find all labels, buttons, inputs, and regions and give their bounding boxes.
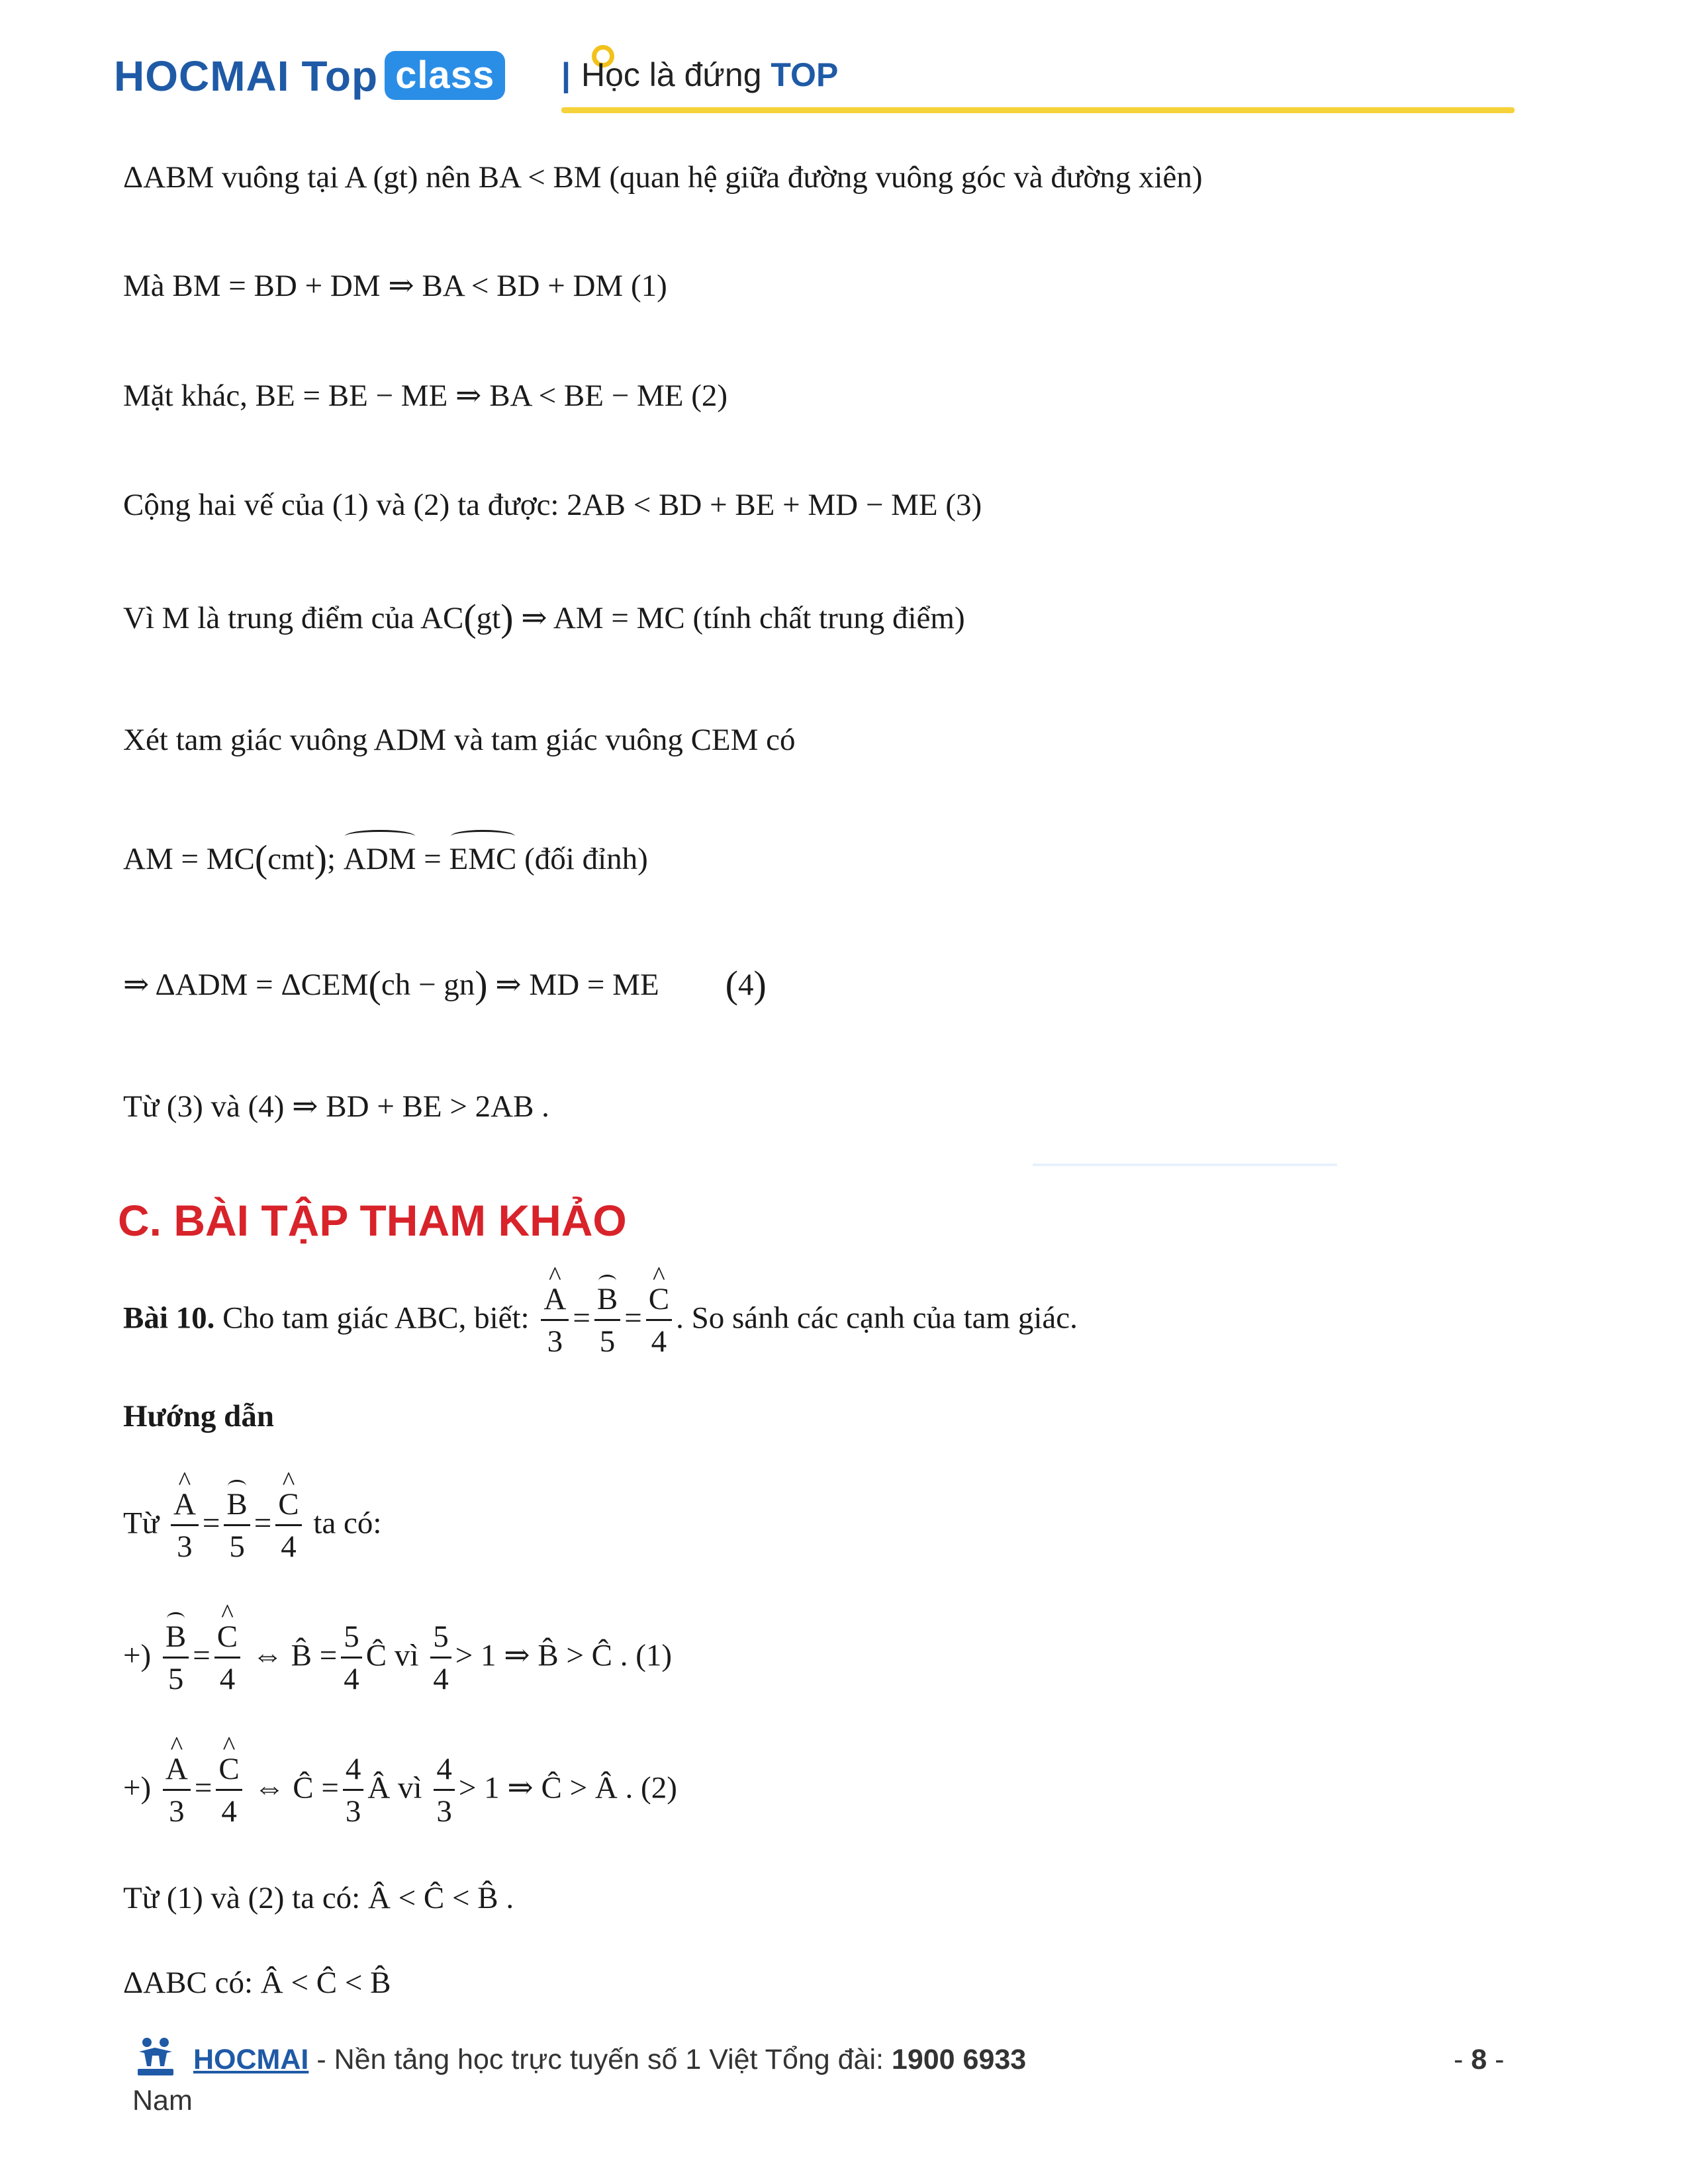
guide-line-4: Từ (1) và (2) ta có: Â < Ĉ < B̂ . bbox=[123, 1881, 514, 1915]
proof-line-5-pre: Vì M là trung điểm của AC bbox=[123, 601, 464, 635]
guide-line-2-pre: +) bbox=[123, 1638, 152, 1673]
logo-hocmai: HOCMAI bbox=[114, 52, 290, 100]
footer-text bbox=[132, 2044, 1026, 2076]
guide-line-1: Từ ^ $\frac{A}{3}$ = $\frac{B}{5}$ = ^ $\frac{C}{4}$ ta có: bbox=[123, 1489, 381, 1563]
proof-line-5-post: ⇒ AM = MC (tính chất trung điểm) bbox=[513, 601, 965, 635]
proof-line-7: AM = MC(cmt); ADM = EMC (đối đỉnh) bbox=[123, 837, 648, 880]
proof-line-8-num: 4 bbox=[738, 968, 754, 1002]
proof-line-3: Mặt khác, BE = BE − ME ⇒ BA < BE − ME (2) bbox=[123, 379, 728, 413]
hocmai-topclass-logo bbox=[114, 52, 505, 103]
proof-line-1: ΔABM vuông tại A (gt) nên BA < BM (quan hệ giữa đường vuông góc và đường xiên) bbox=[123, 160, 1203, 195]
logo-class: class bbox=[385, 51, 505, 100]
proof-line-8-chgn: ch − gn bbox=[381, 968, 475, 1002]
section-title: C. BÀI TẬP THAM KHẢO bbox=[118, 1196, 627, 1245]
proof-line-9: Từ (3) và (4) ⇒ BD + BE > 2AB . bbox=[123, 1089, 549, 1124]
fraction-c-4: ^ $\frac{C}{4}$ bbox=[646, 1284, 672, 1357]
guide-line-2-post: > 1 ⇒ B̂ > Ĉ . (1) bbox=[455, 1638, 673, 1673]
proof-line-8-a: ⇒ ΔADM = ΔCEM bbox=[123, 968, 369, 1002]
proof-line-5-gt: gt bbox=[476, 601, 501, 635]
proof-line-7-sep: ; bbox=[327, 842, 344, 876]
page-number-value: 8 bbox=[1471, 2044, 1487, 2075]
slogan-separator: | bbox=[561, 56, 571, 93]
proof-line-7-cmt: cmt bbox=[267, 842, 314, 876]
guide-line-3: +) ^ $\frac{A}{3}$ = ^ $\frac{C}{4}$ ⇔ Ĉ = $\frac{4}{3}$ Â vì $\frac{4}{3}$ > 1 ⇒ Ĉ > Â . (2) bbox=[123, 1754, 677, 1827]
guide-line-1-pre: Từ bbox=[123, 1506, 160, 1541]
header-underline bbox=[561, 107, 1515, 113]
header-slogan bbox=[561, 56, 838, 94]
proof-line-7-eq: = bbox=[416, 842, 449, 876]
footer-nam: Nam bbox=[132, 2085, 193, 2116]
guide-line-3-pre: +) bbox=[123, 1770, 152, 1805]
guide-line-2: +) $\frac{B}{5}$ = ^ $\frac{C}{4}$ ⇔ B̂ = $\frac{5}{4}$ Ĉ vì $\frac{5}{4}$ > 1 ⇒ B̂ > Ĉ . (1) bbox=[123, 1621, 672, 1695]
fraction-a-3: ^ $\frac{A}{3}$ bbox=[541, 1284, 569, 1357]
angle-emc: EMC bbox=[449, 839, 517, 879]
guide-line-3-mid2: Â vì bbox=[367, 1770, 422, 1805]
guide-line-2-mid1: ⇔ B̂ = bbox=[252, 1638, 338, 1673]
page-number: - 8 - bbox=[1454, 2044, 1505, 2075]
guide-line-3-mid1: ⇔ Ĉ = bbox=[254, 1770, 339, 1805]
proof-line-8: ⇒ ΔADM = ΔCEM(ch − gn) ⇒ MD = ME (4) bbox=[123, 963, 767, 1006]
exercise-text-pre: Cho tam giác ABC, biết: bbox=[214, 1300, 538, 1336]
proof-line-8-b: ⇒ MD = ME bbox=[487, 968, 659, 1002]
footer-tagline: - Nền tảng học trực tuyến số 1 Việt Tổng đài: bbox=[308, 2044, 892, 2075]
footer-hotline: 1900 6933 bbox=[891, 2044, 1027, 2075]
logo-top: Top bbox=[301, 52, 379, 100]
proof-line-6: Xét tam giác vuông ADM và tam giác vuông CEM có bbox=[123, 723, 796, 757]
guide-line-2-mid2: Ĉ vì bbox=[365, 1638, 419, 1673]
fraction-b-5: $\frac{B}{5}$ bbox=[594, 1284, 620, 1357]
exercise-statement: Bài 10. Cho tam giác ABC, biết: ^ $\frac{A}{3}$ = $\frac{B}{5}$ = ^ $\frac{C}{4}$ . So sánh các cạnh của tam giác. bbox=[123, 1284, 1078, 1357]
slogan-highlight: TOP bbox=[771, 56, 839, 93]
proof-line-7-post: (đối đỉnh) bbox=[516, 842, 648, 876]
exercise-text-post: . So sánh các cạnh của tam giác. bbox=[676, 1300, 1078, 1336]
footer-brand-link[interactable]: HOCMAI bbox=[193, 2044, 309, 2075]
exercise-label: Bài 10. bbox=[123, 1300, 215, 1336]
proof-line-7-a: AM = MC bbox=[123, 842, 255, 876]
proof-line-4: Cộng hai vế của (1) và (2) ta được: 2AB < BD + BE + MD − ME (3) bbox=[123, 488, 982, 522]
guide-heading: Hướng dẫn bbox=[123, 1399, 274, 1433]
guide-line-1-post: ta có: bbox=[305, 1506, 382, 1541]
guide-line-5: ΔABC có: Â < Ĉ < B̂ bbox=[123, 1966, 391, 2000]
angle-adm: ADM bbox=[344, 839, 416, 879]
proof-line-5: Vì M là trung điểm của AC(gt) ⇒ AM = MC (tính chất trung điểm) bbox=[123, 596, 965, 639]
guide-line-3-post: > 1 ⇒ Ĉ > Â . (2) bbox=[458, 1770, 677, 1805]
divider bbox=[1033, 1163, 1337, 1166]
proof-line-2: Mà BM = BD + DM ⇒ BA < BD + DM (1) bbox=[123, 269, 667, 303]
slogan-text: Học là đứng bbox=[581, 56, 762, 93]
